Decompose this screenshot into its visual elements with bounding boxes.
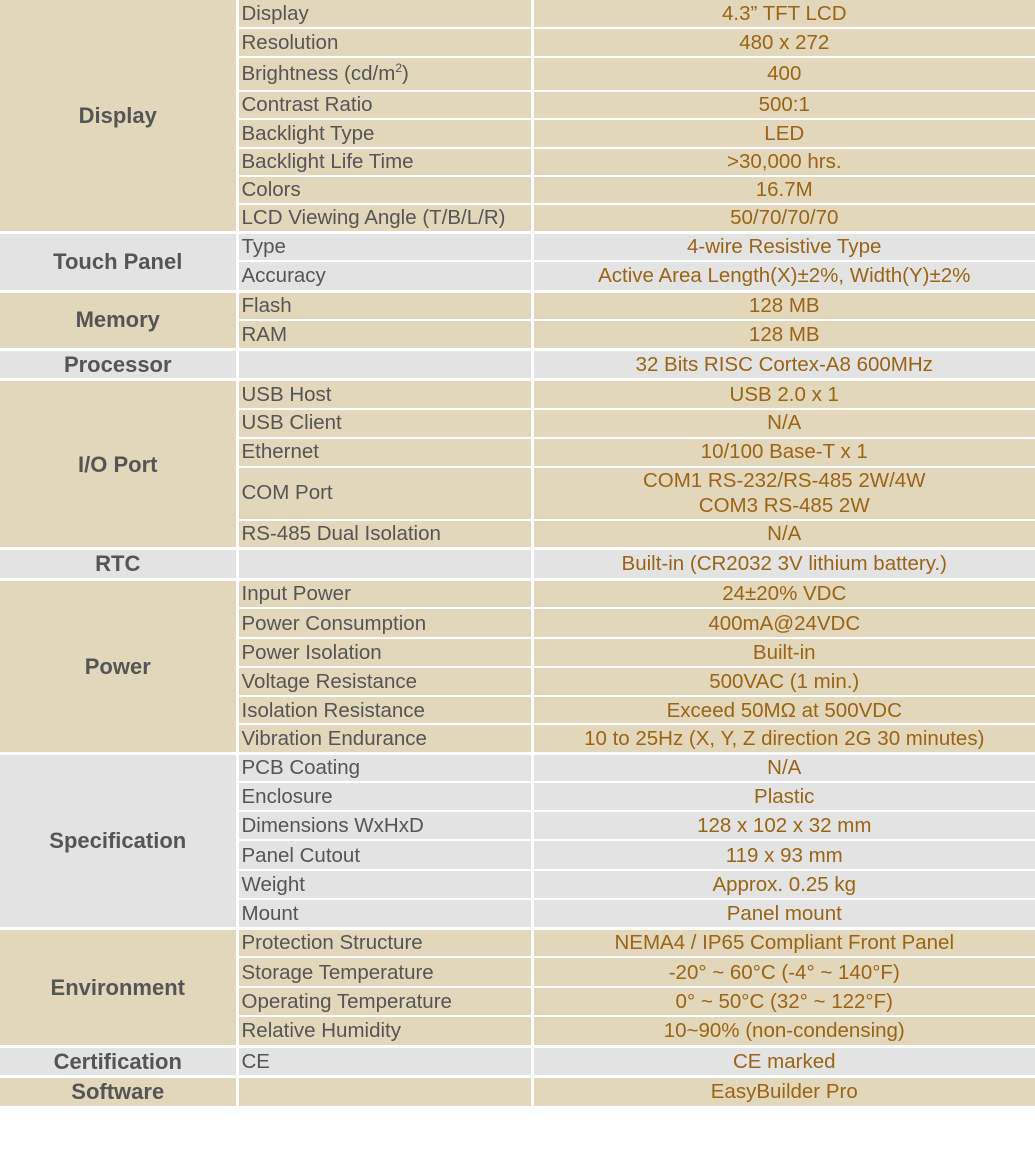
param-label: Type (237, 232, 532, 261)
category-rtc: RTC (0, 549, 237, 580)
spec-row (0, 549, 1035, 580)
spec-value: 10 to 25Hz (X, Y, Z direction 2G 30 minutes) (532, 724, 1035, 753)
param-label: Storage Temperature (237, 957, 532, 987)
spec-value: Approx. 0.25 kg (532, 870, 1035, 899)
spec-row (0, 928, 1035, 957)
param-text: Brightness (cd/m (241, 62, 396, 86)
spec-value: 0° ~ 50°C (32° ~ 122°F) (532, 987, 1035, 1016)
category-memory: Memory (0, 291, 237, 349)
spec-value: 32 Bits RISC Cortex-A8 600MHz (532, 349, 1035, 380)
param-label: RAM (237, 320, 532, 349)
param-text-after: ) (402, 62, 409, 86)
spec-value: LED (532, 119, 1035, 148)
category-display: Display (0, 0, 237, 232)
spec-value: 500:1 (532, 91, 1035, 119)
spec-value: 119 x 93 mm (532, 840, 1035, 870)
spec-value: 128 x 102 x 32 mm (532, 811, 1035, 840)
spec-row (0, 1046, 1035, 1077)
spec-row (0, 1077, 1035, 1108)
param-label: Resolution (237, 28, 532, 57)
param-label: COM Port (237, 467, 532, 520)
spec-value: 10/100 Base-T x 1 (532, 438, 1035, 467)
spec-value: 50/70/70/70 (532, 204, 1035, 232)
param-label: Accuracy (237, 261, 532, 291)
spec-value: Panel mount (532, 899, 1035, 928)
spec-value: 10~90% (non-condensing) (532, 1016, 1035, 1046)
param-label: LCD Viewing Angle (T/B/L/R) (237, 204, 532, 232)
param-label: Mount (237, 899, 532, 928)
spec-value: Built-in (532, 638, 1035, 667)
spec-value: 128 MB (532, 320, 1035, 349)
param-label: Voltage Resistance (237, 667, 532, 696)
param-label: Contrast Ratio (237, 91, 532, 119)
spec-row (0, 0, 1035, 28)
spec-value-line: COM1 RS-232/RS-485 2W/4W (642, 468, 926, 492)
spec-value: Plastic (532, 782, 1035, 811)
param-label: Vibration Endurance (237, 724, 532, 753)
param-label: Dimensions WxHxD (237, 811, 532, 840)
spec-value: N/A (532, 520, 1035, 549)
spec-value: Exceed 50MΩ at 500VDC (532, 696, 1035, 724)
category-i-o-port: I/O Port (0, 380, 237, 549)
param-label: Display (237, 0, 532, 28)
spec-value: 24±20% VDC (532, 579, 1035, 608)
spec-value-line: COM3 RS-485 2W (698, 494, 870, 518)
spec-value: 16.7M (532, 176, 1035, 204)
category-power: Power (0, 579, 237, 753)
param-label: Flash (237, 291, 532, 320)
param-label: PCB Coating (237, 753, 532, 782)
param-label: Backlight Type (237, 119, 532, 148)
category-software: Software (0, 1077, 237, 1108)
param-label: RS-485 Dual Isolation (237, 520, 532, 549)
spec-value: 128 MB (532, 291, 1035, 320)
category-certification: Certification (0, 1046, 237, 1077)
param-label (237, 349, 532, 380)
param-superscript: 2 (395, 61, 402, 76)
spec-value: 480 x 272 (532, 28, 1035, 57)
param-label: Enclosure (237, 782, 532, 811)
spec-value: NEMA4 / IP65 Compliant Front Panel (532, 928, 1035, 957)
param-label: Power Consumption (237, 608, 532, 638)
spec-value: >30,000 hrs. (532, 148, 1035, 176)
spec-value: N/A (532, 753, 1035, 782)
spec-value: 4-wire Resistive Type (532, 232, 1035, 261)
param-label: Colors (237, 176, 532, 204)
spec-row (0, 291, 1035, 320)
spec-row (0, 753, 1035, 782)
category-touch-panel: Touch Panel (0, 232, 237, 291)
param-label: CE (237, 1046, 532, 1077)
param-label (237, 549, 532, 580)
spec-value: -20° ~ 60°C (-4° ~ 140°F) (532, 957, 1035, 987)
spec-value: 400 (532, 57, 1035, 91)
param-label: USB Client (237, 409, 532, 438)
spec-value: N/A (532, 409, 1035, 438)
spec-value: Active Area Length(X)±2%, Width(Y)±2% (532, 261, 1035, 291)
param-label: Input Power (237, 579, 532, 608)
spec-value: Built-in (CR2032 3V lithium battery.) (532, 549, 1035, 580)
spec-value (532, 467, 1035, 520)
param-label: Relative Humidity (237, 1016, 532, 1046)
spec-value: CE marked (532, 1046, 1035, 1077)
spec-value: 4.3” TFT LCD (532, 0, 1035, 28)
param-label: USB Host (237, 380, 532, 409)
param-label: Ethernet (237, 438, 532, 467)
param-label: Operating Temperature (237, 987, 532, 1016)
category-processor: Processor (0, 349, 237, 380)
spec-row (0, 349, 1035, 380)
param-label: Power Isolation (237, 638, 532, 667)
category-environment: Environment (0, 928, 237, 1046)
spec-value: 400mA@24VDC (532, 608, 1035, 638)
spec-row (0, 232, 1035, 261)
spec-row (0, 579, 1035, 608)
spec-value: 500VAC (1 min.) (532, 667, 1035, 696)
spec-value: USB 2.0 x 1 (532, 380, 1035, 409)
param-label (237, 57, 532, 91)
spec-value: EasyBuilder Pro (532, 1077, 1035, 1108)
param-label: Isolation Resistance (237, 696, 532, 724)
param-label: Backlight Life Time (237, 148, 532, 176)
category-specification: Specification (0, 753, 237, 928)
param-label: Panel Cutout (237, 840, 532, 870)
param-label: Weight (237, 870, 532, 899)
param-label (237, 1077, 532, 1108)
spec-row (0, 380, 1035, 409)
param-label: Protection Structure (237, 928, 532, 957)
